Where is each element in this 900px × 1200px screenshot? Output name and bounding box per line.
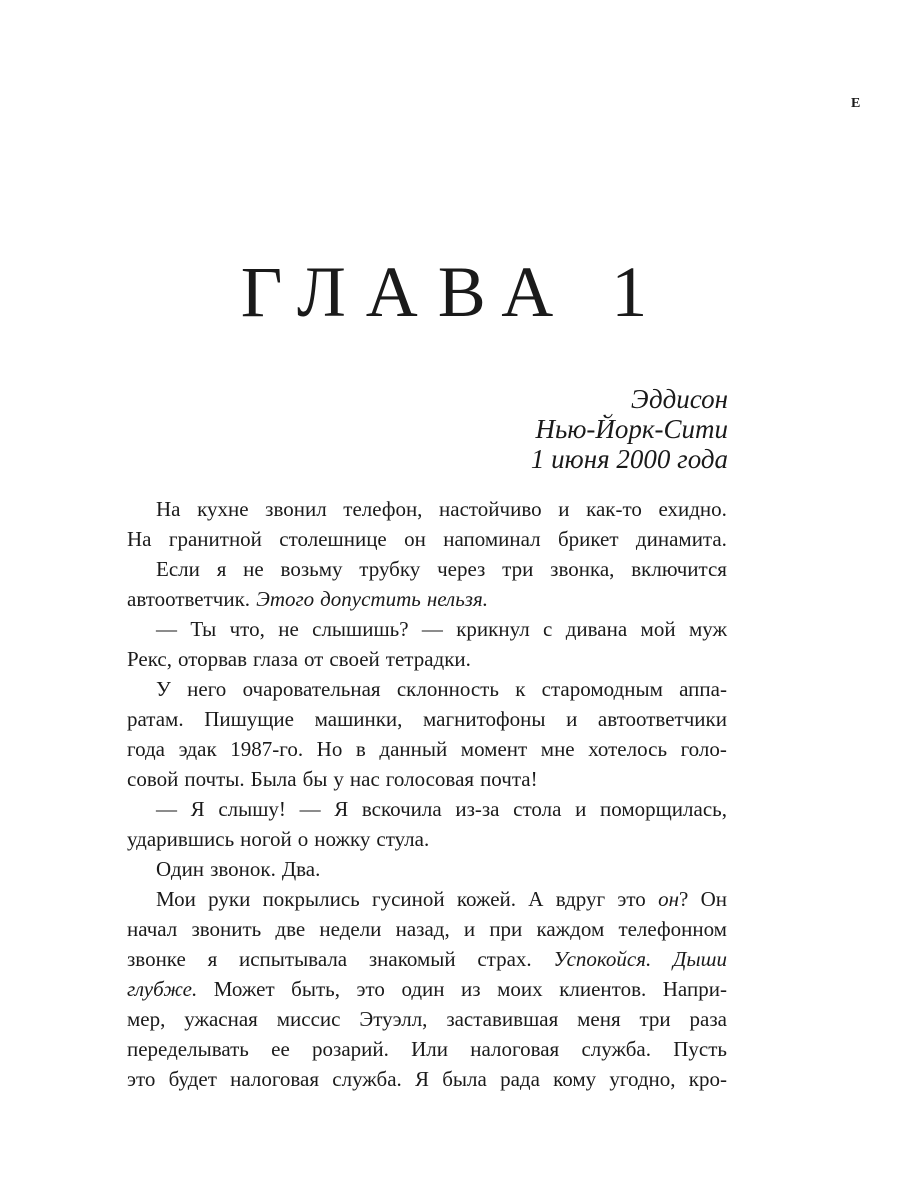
word: трубку bbox=[359, 557, 421, 581]
word: крикнул bbox=[456, 617, 530, 641]
word: руки bbox=[208, 887, 251, 911]
text-line bbox=[127, 914, 727, 944]
word: голо- bbox=[680, 737, 727, 761]
text-line bbox=[127, 824, 727, 854]
word: это bbox=[617, 887, 646, 911]
word: служба. bbox=[332, 1067, 402, 1091]
word: эдак bbox=[178, 737, 217, 761]
word: служба. bbox=[581, 1037, 651, 1061]
word: нас bbox=[349, 767, 380, 791]
word: момент bbox=[460, 737, 528, 761]
word: звонок. bbox=[210, 857, 276, 881]
word: две bbox=[275, 917, 306, 941]
word: включится bbox=[631, 557, 727, 581]
word: стола bbox=[513, 797, 562, 821]
word: поморщилась, bbox=[599, 797, 727, 821]
word: из-за bbox=[455, 797, 500, 821]
word: Я bbox=[415, 1067, 430, 1091]
word: три bbox=[502, 557, 534, 581]
word: Мои bbox=[156, 887, 196, 911]
word: налоговая bbox=[470, 1037, 560, 1061]
word: я bbox=[207, 947, 218, 971]
word: На bbox=[156, 497, 181, 521]
word: будет bbox=[168, 1067, 217, 1091]
word: Я bbox=[190, 797, 205, 821]
word: о bbox=[297, 827, 309, 851]
body-text bbox=[127, 494, 727, 1094]
word: переделывать bbox=[127, 1037, 249, 1061]
word: хотелось bbox=[588, 737, 668, 761]
word: знакомый bbox=[368, 947, 456, 971]
text-line bbox=[127, 524, 727, 554]
text-line bbox=[127, 1064, 727, 1094]
word: меня bbox=[577, 1007, 621, 1031]
text-line bbox=[127, 554, 727, 584]
text-line bbox=[127, 884, 727, 914]
word: розарий. bbox=[312, 1037, 389, 1061]
word: ногой bbox=[240, 827, 292, 851]
word: ратам. bbox=[127, 707, 184, 731]
word: кожей. bbox=[456, 887, 517, 911]
word: голосовая bbox=[385, 767, 475, 791]
page-corner-mark: Е bbox=[851, 96, 861, 111]
word: кро- bbox=[688, 1067, 727, 1091]
word: аппа- bbox=[679, 677, 727, 701]
text-line bbox=[127, 944, 727, 974]
word: миссис bbox=[276, 1007, 341, 1031]
word: Пусть bbox=[673, 1037, 727, 1061]
word: Пишущие bbox=[204, 707, 294, 731]
word: и bbox=[575, 797, 587, 821]
text-line bbox=[127, 494, 727, 524]
word: старомодным bbox=[541, 677, 663, 701]
word: — bbox=[156, 797, 177, 821]
word: совой bbox=[127, 767, 179, 791]
word: не bbox=[278, 617, 299, 641]
word: Один bbox=[156, 857, 205, 881]
word: столешнице bbox=[279, 527, 387, 551]
word: очаровательная bbox=[242, 677, 381, 701]
word: это bbox=[127, 1067, 156, 1091]
text-line bbox=[127, 584, 727, 614]
word: глаза bbox=[252, 647, 298, 671]
word: ее bbox=[271, 1037, 290, 1061]
word: Или bbox=[411, 1037, 449, 1061]
word: страх. bbox=[477, 947, 532, 971]
word: ужасная bbox=[184, 1007, 258, 1031]
word: — bbox=[299, 797, 321, 821]
word: кухне bbox=[197, 497, 249, 521]
word: — bbox=[421, 617, 443, 641]
word: мой bbox=[640, 617, 676, 641]
text-line bbox=[127, 764, 727, 794]
text-line bbox=[127, 734, 727, 764]
word: он? bbox=[658, 887, 689, 911]
word: автоответчик. bbox=[127, 587, 251, 611]
word: почта! bbox=[480, 767, 538, 791]
word: три bbox=[639, 1007, 671, 1031]
word: Он bbox=[700, 887, 727, 911]
word: у bbox=[333, 767, 344, 791]
word: ехидно. bbox=[658, 497, 727, 521]
word: Была bbox=[250, 767, 297, 791]
word: звонке bbox=[127, 947, 186, 971]
text-line bbox=[127, 614, 727, 644]
word: 1987-го. bbox=[230, 737, 304, 761]
word: испытывала bbox=[238, 947, 348, 971]
word: что, bbox=[229, 617, 265, 641]
word: мне bbox=[540, 737, 575, 761]
word: На bbox=[127, 527, 152, 551]
text-line bbox=[127, 974, 727, 1004]
word: слышу! bbox=[218, 797, 286, 821]
word: звонил bbox=[265, 497, 327, 521]
word: гранитной bbox=[168, 527, 262, 551]
word: от bbox=[303, 647, 324, 671]
word: Успокойся. bbox=[553, 947, 652, 971]
word: и bbox=[566, 707, 578, 731]
word: стула. bbox=[376, 827, 430, 851]
word: — bbox=[156, 617, 177, 641]
word: Напри- bbox=[662, 977, 727, 1001]
epigraph bbox=[531, 384, 728, 474]
epigraph-date: 1 июня 2000 года bbox=[530, 444, 728, 474]
word: муж bbox=[688, 617, 727, 641]
word: была bbox=[442, 1067, 487, 1091]
word: в bbox=[355, 737, 366, 761]
word: магнитофоны bbox=[423, 707, 546, 731]
word: назад, bbox=[395, 917, 450, 941]
word: склонность bbox=[396, 677, 499, 701]
word: покрылись bbox=[262, 887, 360, 911]
word: угодно, bbox=[609, 1067, 676, 1091]
word: У bbox=[156, 677, 171, 701]
word: автоответчики bbox=[597, 707, 727, 731]
word: Дыши bbox=[673, 947, 727, 971]
word: звонка, bbox=[550, 557, 615, 581]
word: из bbox=[461, 977, 481, 1001]
word: с bbox=[543, 617, 553, 641]
word: телефон, bbox=[343, 497, 423, 521]
chapter-title: ГЛАВА 1 bbox=[240, 252, 668, 332]
word: допустить bbox=[320, 587, 421, 611]
word: настойчиво bbox=[439, 497, 542, 521]
word: Если bbox=[156, 557, 200, 581]
word: звонить bbox=[191, 917, 262, 941]
word: недели bbox=[319, 917, 382, 941]
word: через bbox=[437, 557, 486, 581]
word: дивана bbox=[565, 617, 628, 641]
word: Но bbox=[316, 737, 343, 761]
word: и bbox=[558, 497, 570, 521]
word: Этого bbox=[256, 587, 315, 611]
word: гусиной bbox=[371, 887, 445, 911]
word: Два. bbox=[281, 857, 321, 881]
word: напоминал bbox=[443, 527, 541, 551]
word: почты. bbox=[184, 767, 245, 791]
word: один bbox=[401, 977, 445, 1001]
word: это bbox=[356, 977, 385, 1001]
word: слышишь? bbox=[312, 617, 409, 641]
epigraph-name: Эддисон bbox=[630, 384, 728, 414]
text-line bbox=[127, 644, 727, 674]
word: ударившись bbox=[127, 827, 235, 851]
text-line bbox=[127, 794, 727, 824]
word: данный bbox=[379, 737, 448, 761]
word: возьму bbox=[280, 557, 343, 581]
word: него bbox=[187, 677, 227, 701]
word: тетрадки. bbox=[385, 647, 471, 671]
word: брикет bbox=[557, 527, 619, 551]
word: года bbox=[127, 737, 165, 761]
word: моих bbox=[497, 977, 543, 1001]
word: оторвав bbox=[177, 647, 247, 671]
word: кому bbox=[553, 1067, 597, 1091]
text-line bbox=[127, 1004, 727, 1034]
word: Этуэлл, bbox=[359, 1007, 428, 1031]
word: рада bbox=[500, 1067, 540, 1091]
word: машинки, bbox=[314, 707, 403, 731]
word: мер, bbox=[127, 1007, 166, 1031]
word: нельзя. bbox=[426, 587, 488, 611]
word: своей bbox=[329, 647, 380, 671]
word: как-то bbox=[586, 497, 642, 521]
word: ножку bbox=[314, 827, 371, 851]
word: Ты bbox=[190, 617, 217, 641]
word: и bbox=[463, 917, 476, 941]
word: не bbox=[243, 557, 264, 581]
word: к bbox=[515, 677, 526, 701]
word: он bbox=[404, 527, 426, 551]
word: А bbox=[528, 887, 544, 911]
text-line bbox=[127, 704, 727, 734]
text-line bbox=[127, 674, 727, 704]
epigraph-place: Нью-Йорк-Сити bbox=[535, 414, 728, 444]
word: Я bbox=[334, 797, 349, 821]
word: Может bbox=[213, 977, 275, 1001]
word: быть, bbox=[291, 977, 340, 1001]
word: раза bbox=[689, 1007, 727, 1031]
word: вскочила bbox=[361, 797, 442, 821]
word: бы bbox=[302, 767, 328, 791]
word: телефонном bbox=[618, 917, 727, 941]
word: каждом bbox=[536, 917, 605, 941]
text-line bbox=[127, 1034, 727, 1064]
word: налоговая bbox=[230, 1067, 320, 1091]
word: при bbox=[489, 917, 523, 941]
text-line bbox=[127, 854, 727, 884]
word: я bbox=[216, 557, 227, 581]
word: клиентов. bbox=[559, 977, 647, 1001]
word: заставившая bbox=[446, 1007, 559, 1031]
word: глубже. bbox=[127, 977, 198, 1001]
word: Рекс, bbox=[127, 647, 172, 671]
word: вдруг bbox=[555, 887, 606, 911]
word: начал bbox=[127, 917, 178, 941]
word: динамита. bbox=[635, 527, 727, 551]
